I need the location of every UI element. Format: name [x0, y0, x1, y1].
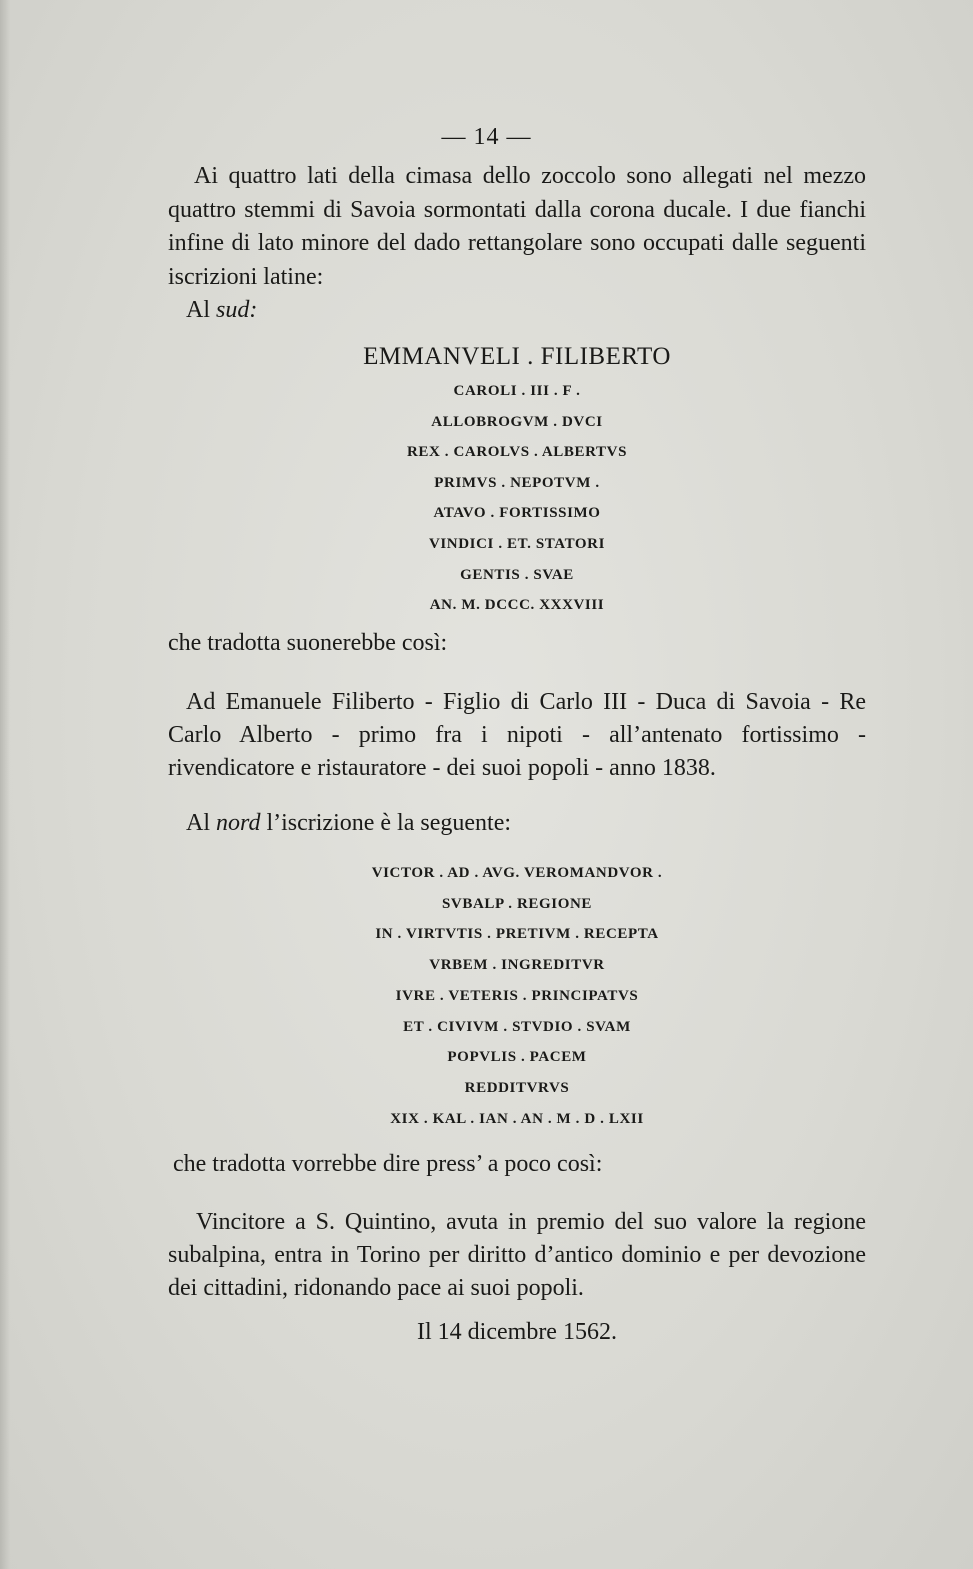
intro-section	[168, 160, 866, 328]
translation-north-section	[168, 1148, 866, 1370]
inscription-line: IN . VIRTVTIS . PRETIVM . RECEPTA	[375, 926, 659, 943]
inscription-south-heading: EMMANVELI . FILIBERTO	[363, 343, 671, 370]
inscription-line: IVRE . VETERIS . PRINCIPATVS	[395, 987, 639, 1004]
inscription-line: POPVLIS . PACEM	[447, 1049, 587, 1066]
page-number: — 14 —	[441, 124, 532, 150]
inscription-line: VRBEM . INGREDITVR	[429, 957, 605, 974]
inscription-line: VICTOR . AD . AVG. VEROMANDVOR .	[371, 865, 663, 881]
inscription-line: ATAVO . FORTISSIMO	[433, 505, 601, 522]
north-side: nord	[216, 810, 261, 836]
inscription-line: ALLOBROGVM . DVCI	[431, 413, 603, 430]
inscription-south	[168, 338, 866, 621]
translation-north-lead: che tradotta vorrebbe dire press’ a poco così:	[173, 1151, 603, 1177]
inscription-line: AN. M. DCCC. XXXVIII	[429, 597, 605, 614]
page-edge-shadow	[0, 0, 10, 1569]
inscription-north	[168, 858, 866, 1134]
north-suffix: l’iscrizione è la seguente:	[260, 810, 512, 836]
inscription-line: REX . CAROLVS . ALBERTVS	[406, 444, 628, 461]
south-prefix: Al	[186, 297, 216, 323]
intro-paragraph: Ai quattro lati della cimasa dello zoccolo sono allegati nel mezzo quattro stemmi di Savoia sormontati dalla corona ducale. I due fianchi infine di lato minore del dado rettangolare sono occupati dalle seguenti iscrizioni latine:	[168, 163, 866, 290]
south-side: sud:	[216, 297, 258, 323]
translation-south-text: Ad Emanuele Filiberto - Figlio di Carlo III - Duca di Savoia - Re Carlo Alberto - primo fra i nipoti - all’antenato fortissimo - rivendicatore e ristauratore - dei suoi popoli - anno 1838.	[168, 689, 866, 781]
inscription-line: CAROLI . III . F .	[453, 383, 581, 399]
inscription-line: REDDITVRVS	[464, 1079, 570, 1096]
translation-south-lead: che tradotta suonerebbe così:	[168, 630, 448, 656]
inscription-line: PRIMVS . NEPOTVM .	[434, 474, 600, 491]
inscription-line: GENTIS . SVAE	[460, 566, 574, 583]
south-label	[186, 294, 866, 328]
inscription-line: ET . CIVIVM . STVDIO . SVAM	[403, 1018, 631, 1035]
inscription-line: VINDICI . ET. STATORI	[428, 535, 606, 552]
north-label	[186, 807, 866, 841]
north-prefix: Al	[186, 810, 216, 836]
translation-north-date: Il 14 dicembre 1562.	[417, 1319, 617, 1345]
translation-south-section	[168, 627, 866, 841]
inscription-line: XIX . KAL . IAN . AN . M . D . LXII	[390, 1110, 644, 1127]
translation-north-text: Vincitore a S. Quintino, avuta in premio del suo valore la regione subalpina, entra in Torino per diritto d’antico dominio e per devozione dei cittadini, ridonando pace ai suoi popoli.	[168, 1209, 866, 1301]
inscription-line: SVBALP . REGIONE	[441, 895, 593, 912]
